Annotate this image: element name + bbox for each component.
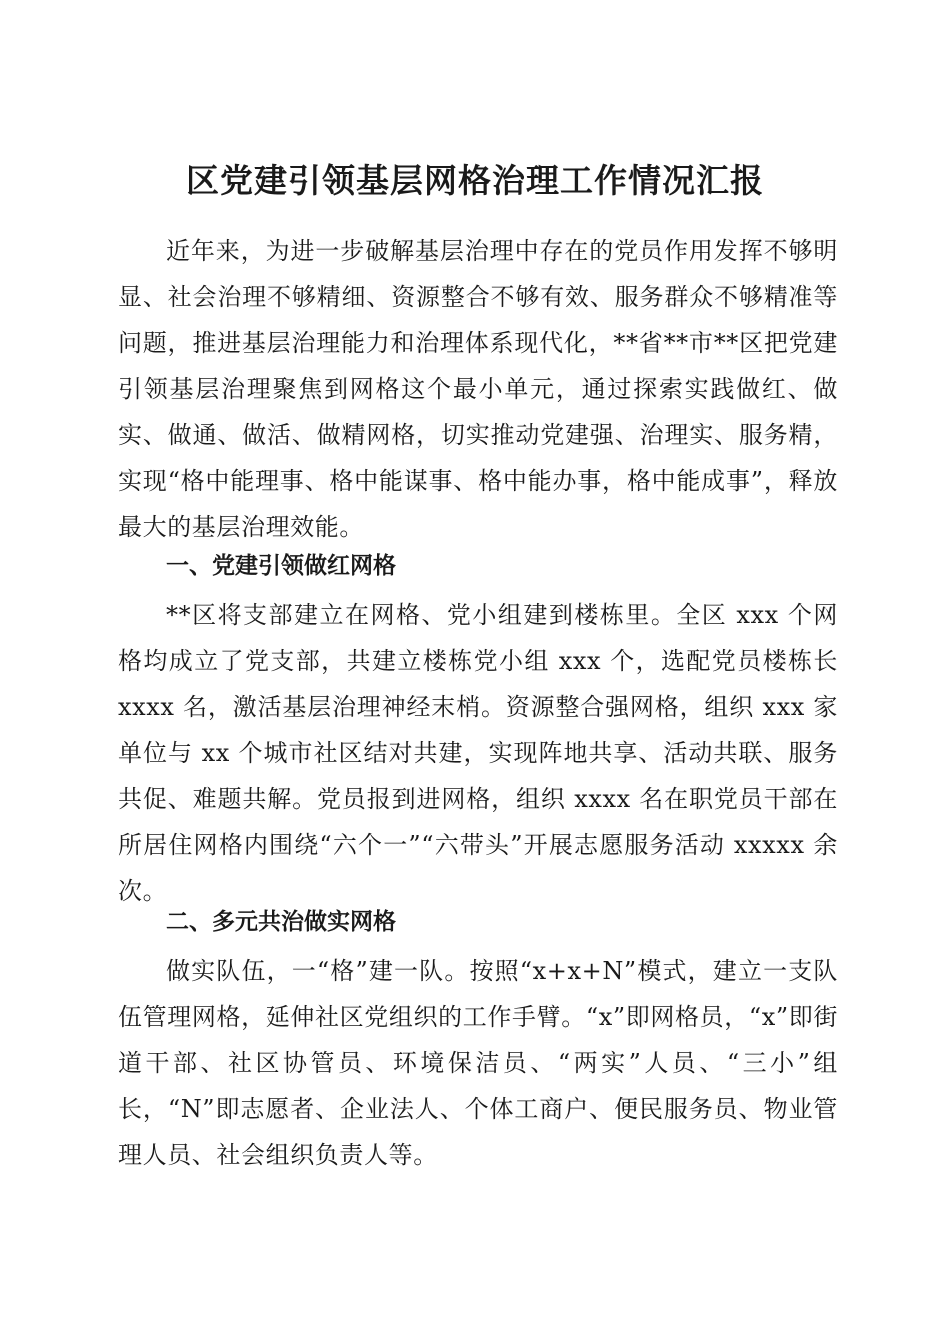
section-paragraph-2: 做实队伍，一“格”建一队。按照“x+x+N”模式，建立一支队伍管理网格，延伸社区党组织的工作手臂。“x”即网格员，“x”即街道干部、社区协管员、环境保洁员、“两实”人员、“三小”组长，“N”即志愿者、企业法人、个体工商户、便民服务员、物业管理人员、社会组织负责人等。 bbox=[118, 957, 838, 1169]
intro-paragraph: 近年来，为进一步破解基层治理中存在的党员作用发挥不够明显、社会治理不够精细、资源整合不够有效、服务群众不够精准等问题，推进基层治理能力和治理体系现代化，**省**市**区把党建引领基层治理聚焦到网格这个最小单元，通过探索实践做红、做实、做通、做活、做精网格，切实推动党建强、治理实、服务精，实现“格中能理事、格中能谋事、格中能办事，格中能成事”，释放最大的基层治理效能。 bbox=[118, 237, 838, 541]
document-title: 区党建引领基层网格治理工作情况汇报 bbox=[186, 161, 764, 201]
section-heading-2: 二、多元共治做实网格 bbox=[166, 909, 396, 935]
section-heading-1: 一、党建引领做红网格 bbox=[166, 553, 396, 579]
section-paragraph-1: **区将支部建立在网格、党小组建到楼栋里。全区 xxx 个网格均成立了党支部，共建立楼栋党小组 xxx 个，选配党员楼栋长 xxxx 名，激活基层治理神经末梢。资源整合强网格，组织 xxx 家单位与 xx 个城市社区结对共建，实现阵地共享、活动共联、服务共促、难题共解。党员报到进网格，组织 xxxx 名在职党员干部在所居住网格内围绕“六个一”“六带头”开展志愿服务活动 xxxxx 余次。 bbox=[118, 601, 838, 905]
